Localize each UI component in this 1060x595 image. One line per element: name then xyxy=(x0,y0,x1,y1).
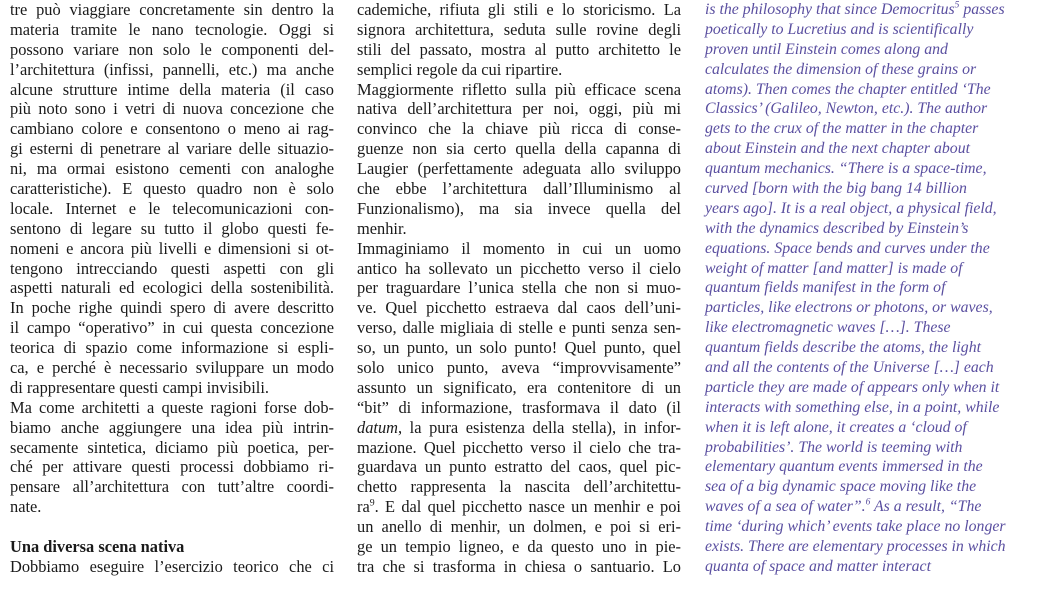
text-line: tra che si trasforma in chiesa o santuario. Lo xyxy=(357,556,681,576)
paragraph xyxy=(705,20,1030,497)
text-line: tre può viaggiare concretamente sin dentro la xyxy=(10,0,334,19)
text-line: cambiano colore e consentono o meno ai rag- xyxy=(10,119,334,139)
text-line: about Einstein and the next chapter about xyxy=(705,140,970,158)
text-line: verso, dalle migliaia di stelle e punti senza sen- xyxy=(357,318,681,338)
text-line: teorica di spazio come informazione si espli- xyxy=(10,338,334,358)
text-line: chetto rappresenta la nascita dell’architettu- xyxy=(357,477,681,497)
section-heading: Una diversa scena nativa xyxy=(10,537,185,557)
text-fragment: waves of a sea of water”. xyxy=(705,498,866,516)
text-line: ve. Quel picchetto estraeva dal caos dell’uni- xyxy=(357,298,681,318)
text-line xyxy=(705,0,1030,20)
footnote-marker[interactable]: 5 xyxy=(954,0,960,11)
text-line: aspetti naturali ed ecologici della sostenibilità. xyxy=(10,278,334,298)
footnote-marker[interactable]: 9 xyxy=(369,497,375,509)
text-line: tengono intrecciando questi aspetti con gli xyxy=(10,258,334,278)
text-line: possono variare non solo le componenti del- xyxy=(10,39,334,59)
text-fragment: is the philosophy that since Democritus xyxy=(705,1,955,18)
text-line: years ago]. It is a real object, a physical field, xyxy=(705,199,997,217)
text-line: che ebbe l’architettura dall’Illuminismo al xyxy=(357,179,681,199)
text-line: and all the contents of the Universe […] each xyxy=(705,359,994,377)
text-line: exists. There are elementary processes in which xyxy=(705,538,1006,556)
text-line: Immaginiamo il momento in cui un uomo xyxy=(357,238,681,258)
text-line: ge un tempio ligneo, e da questo uno in pie- xyxy=(357,537,681,557)
text-line: alcune strutture intime della materia (il caso xyxy=(10,79,334,99)
text-line: equations. Space bends and curves under the xyxy=(705,239,990,257)
text-line: “bit” di informazione, trasformava il dato (il xyxy=(357,397,681,417)
text-column-1 xyxy=(10,0,334,577)
text-fragment: passes xyxy=(959,1,1005,18)
text-line: Ma come architetti a queste ragioni forse dob- xyxy=(10,397,334,417)
text-line: biamo anche aggiungere una idea più intrin- xyxy=(10,417,334,437)
english-translation-column xyxy=(705,0,1030,577)
text-line: mazione. Quel picchetto verso il cielo che tra- xyxy=(357,437,681,457)
text-line: calculates the dimension of these grains or xyxy=(705,60,977,78)
text-line: secamente sintetica, diciamo più poetica, per- xyxy=(10,437,334,457)
text-line: particle they are made of appears only when it xyxy=(705,378,1000,396)
text-line: nativa dell’architettura per noi, oggi, più mi xyxy=(357,99,681,119)
paragraph xyxy=(10,0,334,398)
text-line: ché per attivare questi processi dobbiamo ri- xyxy=(10,457,334,477)
text-line: proven until Einstein comes along and xyxy=(705,40,948,58)
text-line: ni, ma ormai esistono cementi con analoghe xyxy=(10,159,334,179)
text-line: so, un punto, un solo punto! Quel punto, quel xyxy=(357,338,681,358)
text-line: interacts with something else, in a point, while xyxy=(705,398,1000,416)
text-line: gi esterni di penetrare al variare delle situazio- xyxy=(10,139,334,159)
text-line: sea of a big dynamic space moving like the xyxy=(705,478,977,496)
text-line: il campo “operativo” in cui questa concezione xyxy=(10,318,334,338)
paragraph xyxy=(357,80,681,239)
text-line: l’architettura (infissi, pannelli, etc.) ma anche xyxy=(10,59,334,79)
spacer xyxy=(10,517,334,537)
paragraph xyxy=(357,239,681,577)
text-line: stili del passato, mostra al putto architetto le xyxy=(357,39,681,59)
text-line: semplici regole da cui ripartire. xyxy=(357,59,563,79)
text-line xyxy=(357,418,681,438)
text-line: assunto un significato, era contenitore di un xyxy=(357,377,681,397)
text-line: convinco che la chiave più ricca di conse- xyxy=(357,119,681,139)
text-line: cademiche, rifiuta gli stili e lo storicismo. La xyxy=(357,0,681,19)
text-line: antico ha sollevato un picchetto verso il cielo xyxy=(357,258,681,278)
text-line: In poche righe quindi spero di avere descritto xyxy=(10,298,334,318)
text-line: weight of matter [and matter] is made of xyxy=(705,259,963,277)
text-line: gets to the crux of the matter in the chapter xyxy=(705,120,979,138)
text-line: ca, e perché è necessario sviluppare un modo xyxy=(10,358,334,378)
text-line: atoms). Then comes the chapter entitled ‘The xyxy=(705,80,991,98)
text-line: pensare all’architettura con tutt’altre coordi- xyxy=(10,477,334,497)
text-line: poetically to Lucretius and is scientifically xyxy=(705,20,974,38)
paragraph xyxy=(357,0,681,80)
text-line: locale. Internet e le telecomunicazioni con- xyxy=(10,198,334,218)
text-line: per traguardare l’unica stella che non si muo- xyxy=(357,278,681,298)
datum-word: datum xyxy=(357,417,398,437)
text-line: particles, like electrons or photons, or waves, xyxy=(705,299,993,317)
text-line: guardava un punto estratto del caos, quel pic- xyxy=(357,457,681,477)
text-line: solo unico punto, aveva “improvvisamente” xyxy=(357,358,681,378)
text-line: with the dynamics described by Einstein’s xyxy=(705,219,969,237)
text-fragment: . E dal quel picchetto nasce un menhir e poi xyxy=(374,497,681,517)
text-fragment: ra xyxy=(357,497,370,517)
text-line: when it is left alone, it creates a ‘cloud of xyxy=(705,418,967,436)
text-line: quantum fields describe the atoms, the light xyxy=(705,339,981,357)
paragraph xyxy=(10,398,334,517)
text-line: Funzionalismo), ma sia invece quella del xyxy=(357,198,681,218)
text-line: nate. xyxy=(10,497,42,517)
text-line: elementary quantum events immersed in the xyxy=(705,458,983,476)
footnote-marker[interactable]: 6 xyxy=(865,498,871,508)
text-line: sentono di legare su tutto il globo questi fe- xyxy=(10,218,334,238)
text-fragment: As a result, “The xyxy=(870,498,982,516)
text-fragment: , la pura esistenza della stella), in infor- xyxy=(397,417,681,437)
text-line: signora architettura, seduta sulle rovine degli xyxy=(357,19,681,39)
text-line: probabilities’. The world is teeming with xyxy=(705,438,963,456)
text-line: like electromagnetic waves […]. These xyxy=(705,319,951,337)
text-line: menhir. xyxy=(357,218,407,238)
text-line: quantum fields manifest in the form of xyxy=(705,279,946,297)
text-line: più noto sono i vetri di nuova concezione che xyxy=(10,99,334,119)
text-line xyxy=(357,497,681,517)
text-line: un anello di menhir, un dolmen, e poi si eri- xyxy=(357,517,681,537)
text-line: di rappresentare questi campi invisibili. xyxy=(10,377,269,397)
text-column-2 xyxy=(357,0,681,577)
text-line: Laugier (perfettamente adeguata allo sviluppo xyxy=(357,159,681,179)
text-line xyxy=(705,497,1030,517)
text-line: materia tramite le nano tecnologie. Oggi si xyxy=(10,19,334,39)
text-line: Classics’ (Galileo, Newton, etc.). The author xyxy=(705,100,988,118)
text-line: quanta of space and matter interact xyxy=(705,557,931,575)
text-line: guenze non sia certo quella della capanna di xyxy=(357,139,681,159)
text-line: Maggiormente rifletto sulla più efficace scena xyxy=(357,79,681,99)
text-line: time ‘during which’ events take place no longer xyxy=(705,518,1006,536)
text-line: nomeni e ancora più livelli e dimensioni si ot- xyxy=(10,238,334,258)
text-line: quantum mechanics. “There is a space-time, xyxy=(705,160,987,178)
text-line: Dobbiamo eseguire l’esercizio teorico che ci xyxy=(10,556,334,576)
paragraph xyxy=(705,517,1030,577)
text-line: curved [born with the big bang 14 billion xyxy=(705,180,967,198)
text-line: caratteristiche). E questo quadro non è solo xyxy=(10,179,334,199)
